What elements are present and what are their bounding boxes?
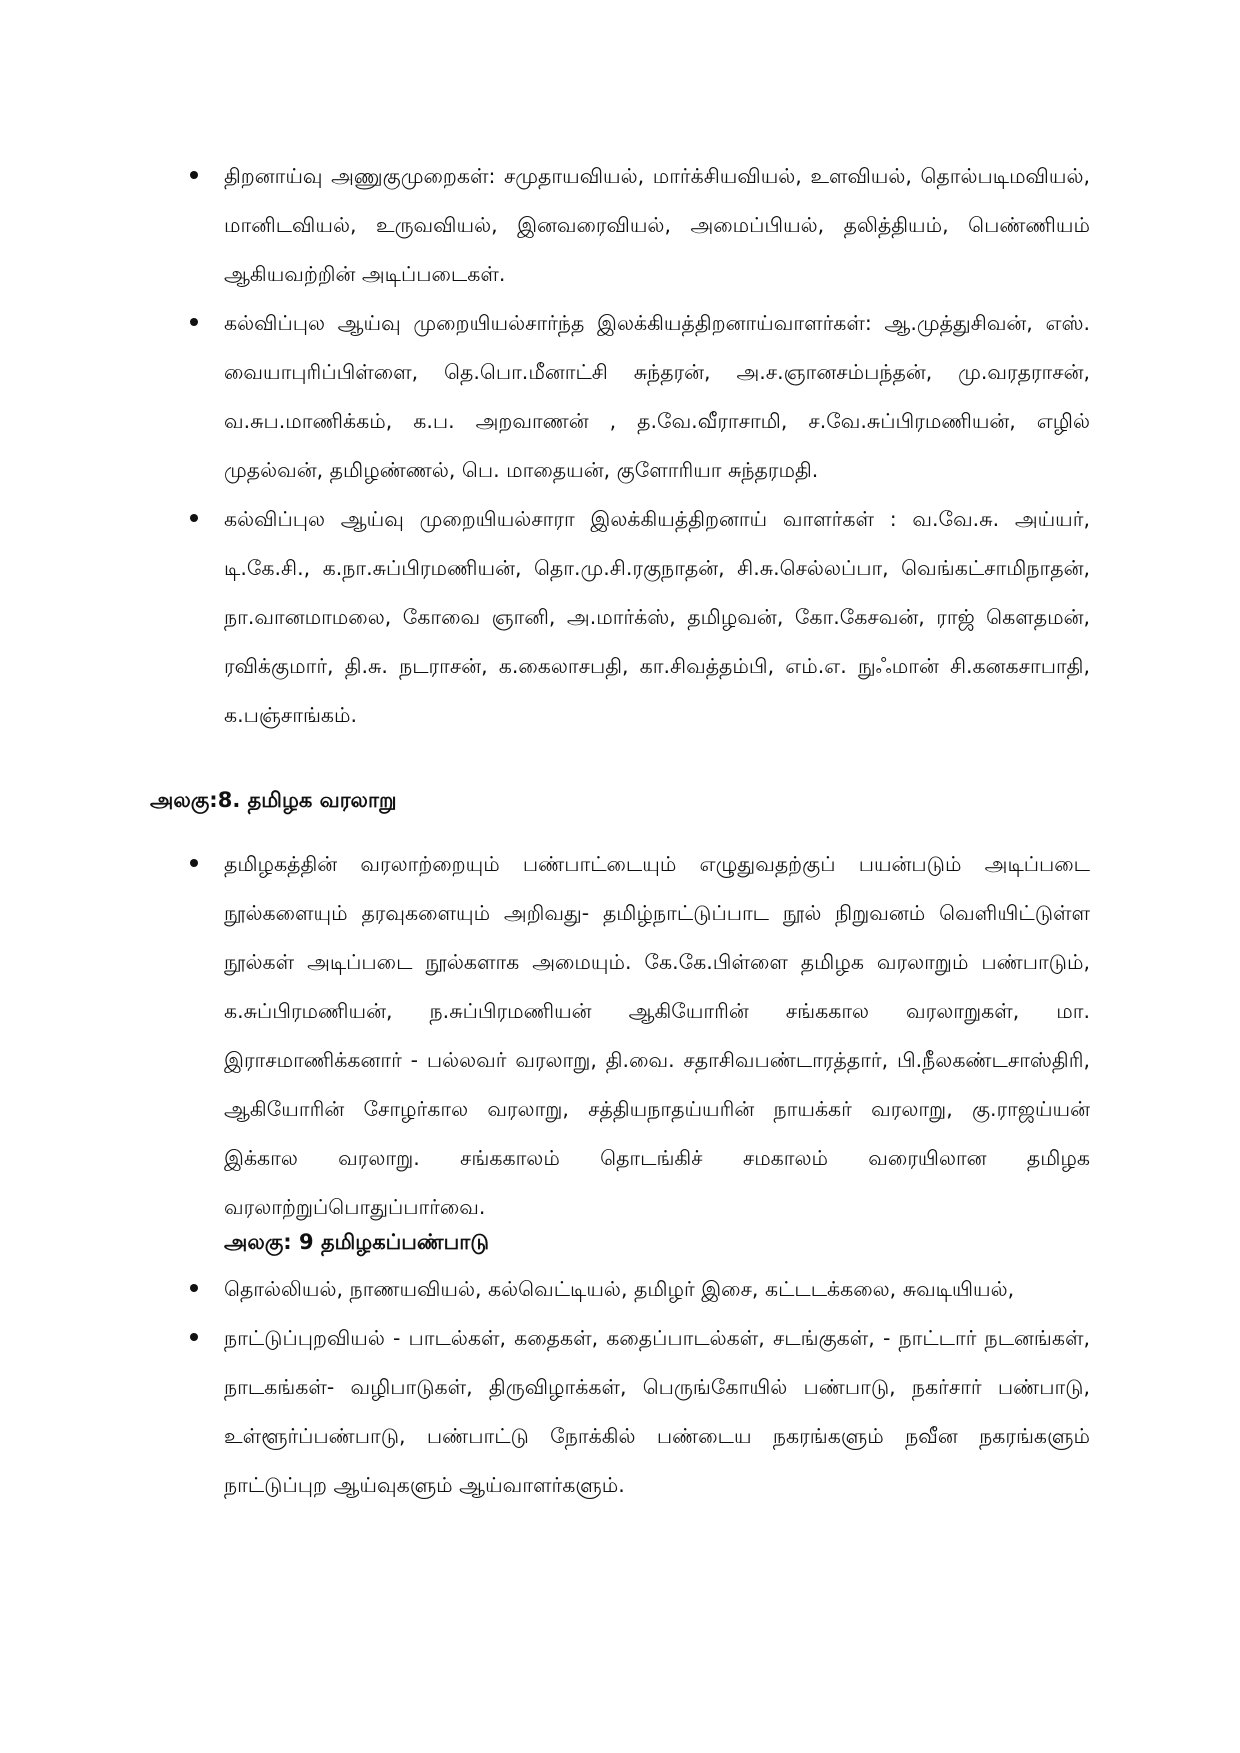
- critical-approaches-list: [190, 152, 1090, 740]
- unit8-heading: அலகு:8. தமிழக வரலாறு: [150, 788, 397, 812]
- list-item-text: நாட்டுப்புறவியல் - பாடல்கள், கதைகள், கதைப்பாடல்கள், சடங்குகள், - நாட்டார் நடனங்கள், நாடகங்கள்- வழிபாடுகள், திருவிழாக்கள், பெருங்கோயில் பண்பாடு, நகர்சார் பண்பாடு, உள்ளூர்ப்பண்பாடு, பண்பாட்டு நோக்கில் பண்டைய நகரங்களும் நவீன நகரங்களும் நாட்டுப்புற ஆய்வுகளும் ஆய்வாளர்களும்.: [224, 1326, 1090, 1497]
- list-item-text: கல்விப்புல ஆய்வு முறையியல்சாரா இலக்கியத்திறனாய் வாளர்கள் : வ.வே.சு. அய்யர், டி.கே.சி., க.நா.சுப்பிரமணியன், தொ.மு.சி.ரகுநாதன், சி.சு.செல்லப்பா, வெங்கட்சாமிநாதன், நா.வானமாமலை, கோவை ஞானி, அ.மார்க்ஸ், தமிழவன், கோ.கேசவன், ராஜ் கௌதமன், ரவிக்குமார், தி.சு. நடராசன், க.கைலாசபதி, கா.சிவத்தம்பி, எம்.எ. நுஃமான் சி.கனகசாபாதி, க.பஞ்சாங்கம்.: [224, 507, 1090, 727]
- bullet-icon: [190, 859, 198, 867]
- bullet-icon: [190, 318, 198, 326]
- list-item: [190, 299, 1090, 495]
- list-item: [190, 495, 1090, 740]
- unit9-heading: அலகு: 9 தமிழகப்பண்பாடு: [224, 1230, 489, 1254]
- list-item: [190, 1314, 1090, 1510]
- list-item-text: தமிழகத்தின் வரலாற்றையும் பண்பாட்டையும் எழுதுவதற்குப் பயன்படும் அடிப்படை நூல்களையும் தரவுகளையும் அறிவது- தமிழ்நாட்டுப்பாட நூல் நிறுவனம் வெளியிட்டுள்ள நூல்கள் அடிப்படை நூல்களாக அமையும். கே.கே.பிள்ளை தமிழக வரலாறும் பண்பாடும், க.சுப்பிரமணியன், ந.சுப்பிரமணியன் ஆகியோரின் சங்ககால வரலாறுகள், மா. இராசமாணிக்கனார் - பல்லவர் வரலாறு, தி.வை. சதாசிவபண்டாரத்தார், பி.நீலகண்டசாஸ்திரி, ஆகியோரின் சோழர்கால வரலாறு, சத்தியநாதய்யரின் நாயக்கர் வரலாறு, கு.ராஜய்யன் இக்கால வரலாறு. சங்ககாலம் தொடங்கிச் சமகாலம் வரையிலான தமிழக வரலாற்றுப்பொதுப்பார்வை.: [224, 852, 1090, 1219]
- unit8-list: [190, 840, 1090, 1232]
- list-item-text: கல்விப்புல ஆய்வு முறையியல்சார்ந்த இலக்கியத்திறனாய்வாளர்கள்: ஆ.முத்துசிவன், எஸ். வையாபுரிப்பிள்ளை, தெ.பொ.மீனாட்சி சுந்தரன், அ.ச.ஞானசம்பந்தன், மு.வரதராசன், வ.சுப.மாணிக்கம், க.ப. அறவாணன் , த.வே.வீராசாமி, ச.வே.சுப்பிரமணியன், எழில் முதல்வன், தமிழண்ணல், பெ. மாதையன், குளோரியா சுந்தரமதி.: [224, 311, 1090, 482]
- bullet-icon: [190, 1284, 198, 1292]
- list-item-text: தொல்லியல், நாணயவியல், கல்வெட்டியல், தமிழர் இசை, கட்டடக்கலை, சுவடியியல்,: [224, 1277, 1015, 1301]
- bullet-icon: [190, 171, 198, 179]
- bullet-icon: [190, 514, 198, 522]
- list-item: [190, 1265, 1090, 1314]
- list-item: [190, 840, 1090, 1232]
- unit9-list: [190, 1265, 1090, 1510]
- bullet-icon: [190, 1333, 198, 1341]
- list-item-text: திறனாய்வு அணுகுமுறைகள்: சமுதாயவியல், மார்க்சியவியல், உளவியல், தொல்படிமவியல், மானிடவியல், உருவவியல், இனவரைவியல், அமைப்பியல், தலித்தியம், பெண்ணியம் ஆகியவற்றின் அடிப்படைகள்.: [224, 164, 1090, 286]
- list-item: [190, 152, 1090, 299]
